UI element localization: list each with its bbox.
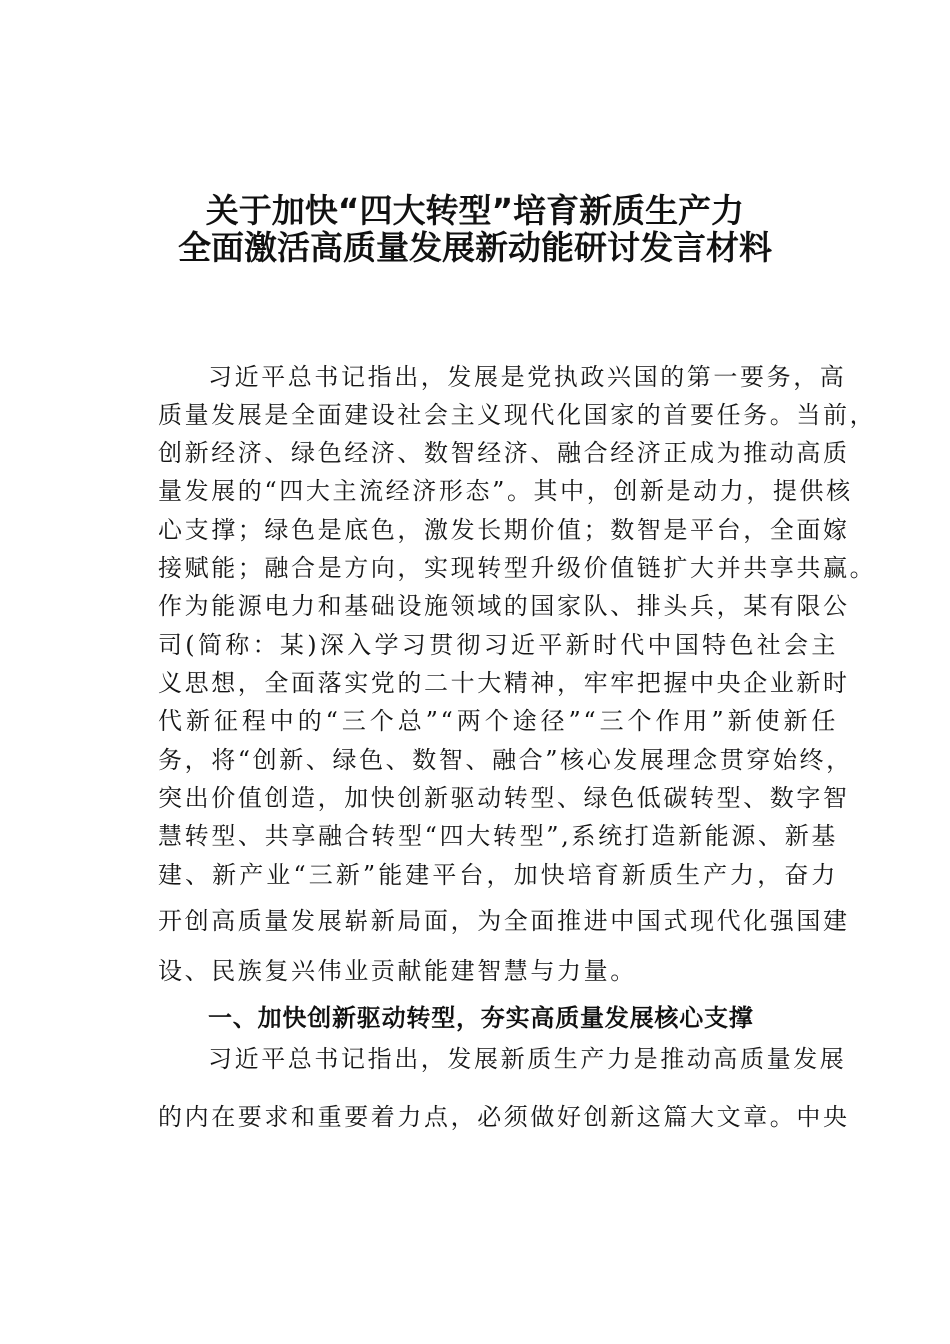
paragraph-line: 务，将“创新、绿色、数智、融合”核心发展理念贯穿始终， — [158, 746, 853, 774]
paragraph-line: 量发展的“四大主流经济形态”。其中，创新是动力，提供核 — [158, 477, 853, 505]
paragraph-line: 突出价值创造，加快创新驱动转型、绿色低碳转型、数字智 — [158, 784, 850, 812]
paragraph-line: 的内在要求和重要着力点，必须做好创新这篇大文章。中央 — [158, 1103, 850, 1131]
paragraph-line: 心支撑；绿色是底色，激发长期价值；数智是平台，全面嫁 — [158, 516, 850, 544]
paragraph-line: 司(简称：某)深入学习贯彻习近平新时代中国特色社会主 — [158, 631, 838, 659]
paragraph-line: 质量发展是全面建设社会主义现代化国家的首要任务。当前， — [158, 401, 877, 429]
paragraph-line: 代新征程中的“三个总”“两个途径”“三个作用”新使新任 — [158, 707, 838, 735]
document-title-line-1: 关于加快“四大转型”培育新质生产力 — [205, 191, 745, 230]
section-heading: 一、加快创新驱动转型，夯实高质量发展核心支撑 — [208, 1004, 754, 1032]
paragraph-line: 作为能源电力和基础设施领域的国家队、排头兵，某有限公 — [158, 592, 850, 620]
paragraph-line: 慧转型、共享融合转型“四大转型”,系统打造新能源、新基 — [158, 822, 838, 850]
paragraph-line: 建、新产业“三新”能建平台，加快培育新质生产力，奋力 — [158, 861, 838, 889]
paragraph-line: 接赋能；融合是方向，实现转型升级价值链扩大并共享共赢。 — [158, 554, 877, 582]
paragraph-line: 创新经济、绿色经济、数智经济、融合经济正成为推动高质 — [158, 439, 850, 467]
document-title-line-2: 全面激活高质量发展新动能研讨发言材料 — [178, 228, 772, 267]
paragraph-line: 习近平总书记指出，发展新质生产力是推动高质量发展 — [208, 1045, 847, 1073]
paragraph-line: 开创高质量发展崭新局面，为全面推进中国式现代化强国建 — [158, 907, 850, 935]
paragraph-line: 义思想，全面落实党的二十大精神，牢牢把握中央企业新时 — [158, 669, 850, 697]
paragraph-line: 习近平总书记指出，发展是党执政兴国的第一要务，高 — [208, 363, 847, 391]
paragraph-line: 设、民族复兴伟业贡献能建智慧与力量。 — [158, 957, 637, 985]
